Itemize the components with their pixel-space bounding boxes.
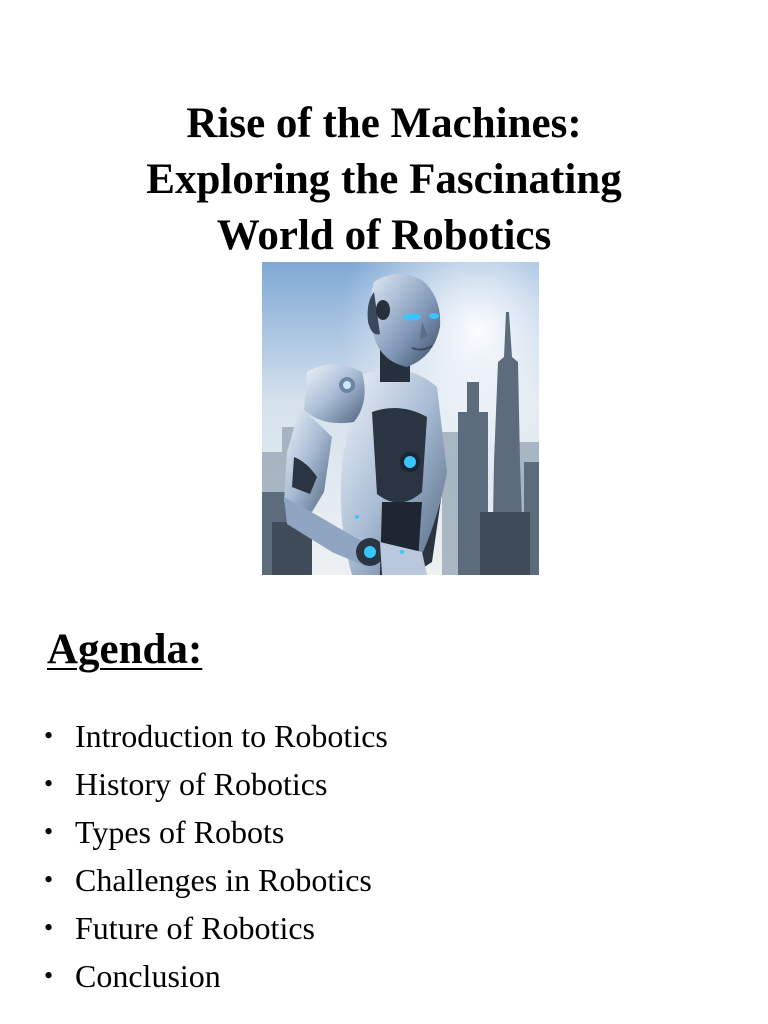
bullet-icon: • — [44, 865, 54, 894]
robot-illustration — [262, 262, 539, 575]
agenda-item-text: Introduction to Robotics — [75, 718, 388, 754]
bullet-icon: • — [44, 961, 54, 990]
page-title — [0, 96, 768, 264]
agenda-item-text: Challenges in Robotics — [75, 862, 372, 898]
agenda-item-text: History of Robotics — [75, 766, 328, 802]
agenda-item-text: Types of Robots — [75, 814, 285, 850]
bullet-icon: • — [44, 721, 54, 750]
title-line-1: Rise of the Machines: — [186, 100, 582, 147]
agenda-heading: Agenda: — [47, 626, 203, 673]
bullet-icon: • — [44, 817, 54, 846]
agenda-item-text: Future of Robotics — [75, 910, 315, 946]
bullet-icon: • — [44, 769, 54, 798]
title-line-3: World of Robotics — [216, 212, 552, 259]
agenda-item-text: Conclusion — [75, 958, 221, 994]
bullet-icon: • — [44, 913, 54, 942]
title-line-2: Exploring the Fascinating — [146, 156, 622, 203]
